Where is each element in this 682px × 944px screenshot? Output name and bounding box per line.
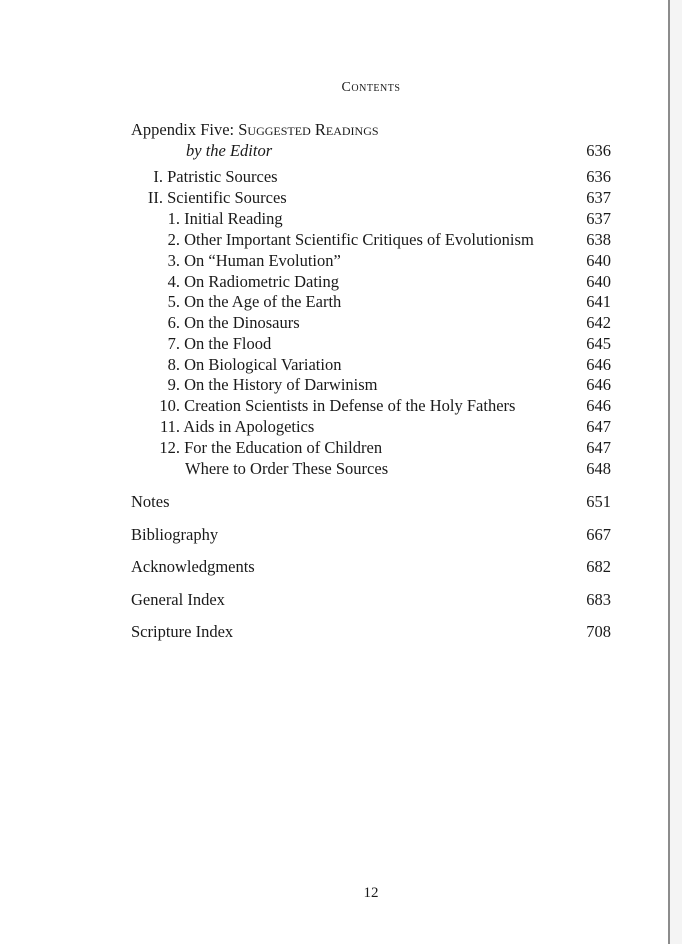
item-number: 8. [167, 355, 180, 374]
order-page: 648 [586, 459, 611, 478]
item-page: 640 [586, 251, 611, 270]
item-title: Other Important Scientific Critiques of Evolutionism [184, 230, 534, 249]
item-number: 3. [167, 251, 180, 270]
notes-page: 651 [586, 492, 611, 511]
section-number: II. [147, 188, 163, 207]
appendix-label: Appendix Five: [131, 120, 239, 139]
section-page: 636 [586, 167, 611, 186]
item-title: On Biological Variation [184, 355, 342, 374]
item-number: 4. [167, 272, 180, 291]
toc-order-sources: Where to Order These Sources [185, 459, 389, 478]
appendix-byline: by the Editor [186, 141, 273, 160]
item-page: 637 [586, 209, 611, 228]
item-number: 1. [167, 209, 180, 228]
toc-item [150, 291, 341, 312]
item-number: 7. [167, 334, 180, 353]
item-page: 645 [586, 334, 611, 353]
section-title: Patristic Sources [167, 167, 278, 186]
item-title: On the History of Darwinism [184, 375, 378, 394]
toc-item [150, 416, 314, 437]
item-page: 647 [586, 438, 611, 457]
toc-item [150, 374, 378, 395]
scripture-index-page: 708 [586, 622, 611, 641]
toc-acknowledgments: Acknowledgments [131, 557, 255, 576]
item-page: 641 [586, 292, 611, 311]
acknowledgments-page: 682 [586, 557, 611, 576]
item-number: 12. [159, 438, 180, 457]
page-edge-shadow [670, 0, 682, 944]
page-number: 12 [363, 885, 379, 901]
item-page: 640 [586, 272, 611, 291]
toc-item [150, 354, 341, 375]
item-title: For the Education of Children [184, 438, 383, 457]
item-title: On Radiometric Dating [184, 272, 340, 291]
item-page: 647 [586, 417, 611, 436]
appendix-subtitle: Suggested Readings [238, 120, 379, 139]
toc-section [131, 166, 278, 187]
toc-item [150, 229, 534, 250]
toc-bibliography: Bibliography [131, 525, 219, 544]
item-number: 9. [167, 375, 180, 394]
general-index-page: 683 [586, 590, 611, 609]
item-page: 646 [586, 355, 611, 374]
item-number: 6. [167, 313, 180, 332]
section-title: Scientific Sources [167, 188, 287, 207]
page-edge-line [668, 0, 670, 944]
bibliography-page: 667 [586, 525, 611, 544]
toc-scripture-index: Scripture Index [131, 622, 234, 641]
toc-general-index: General Index [131, 590, 225, 609]
item-page: 638 [586, 230, 611, 249]
item-title: On the Age of the Earth [184, 292, 342, 311]
item-page: 646 [586, 375, 611, 394]
section-page: 637 [586, 188, 611, 207]
item-title: Initial Reading [184, 209, 283, 228]
toc-item [150, 271, 339, 292]
item-title: On the Flood [184, 334, 272, 353]
toc-item [150, 333, 271, 354]
item-title: Aids in Apologetics [183, 417, 315, 436]
item-title: Creation Scientists in Defense of the Holy Fathers [184, 396, 516, 415]
item-number: 5. [167, 292, 180, 311]
appendix-title [131, 119, 379, 140]
toc-section [131, 187, 287, 208]
item-title: On the Dinosaurs [184, 313, 300, 332]
item-page: 646 [586, 396, 611, 415]
toc-item [150, 250, 341, 271]
item-number: 11. [159, 417, 180, 436]
toc-item [150, 208, 283, 229]
item-number: 2. [167, 230, 180, 249]
toc-notes: Notes [131, 492, 170, 511]
contents-heading: Contents [341, 80, 401, 95]
toc-item [150, 437, 382, 458]
section-number: I. [153, 167, 163, 186]
appendix-page: 636 [586, 141, 611, 160]
item-number: 10. [159, 396, 180, 415]
item-title: On “Human Evolution” [184, 251, 341, 270]
toc-item [150, 312, 300, 333]
toc-item [150, 395, 515, 416]
item-page: 642 [586, 313, 611, 332]
